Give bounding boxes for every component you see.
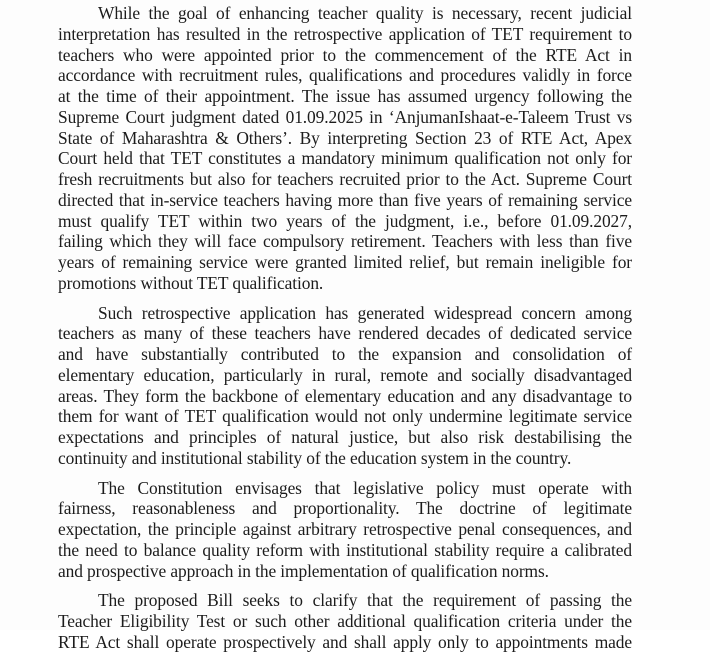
text-line: fresh recruitments but also for teachers recruited prior to the Act. Supreme Court xyxy=(58,169,632,189)
text-line: expectations and principles of natural justice, but also risk destabilising the xyxy=(58,427,632,447)
text-line: and prospective approach in the implementation of qualification norms. xyxy=(58,560,549,581)
text-line: continuity and institutional stability of the education system in the country. xyxy=(58,447,572,468)
paragraph-teacher-concern xyxy=(58,303,632,469)
text-line: accordance with recruitment rules, qualifications and procedures validly in force xyxy=(58,65,632,86)
text-line: and have substantially contributed to the expansion and consolidation of xyxy=(58,344,632,364)
text-line: directed that in-service teachers having more than five years of remaining service xyxy=(58,189,632,210)
text-line: Such retrospective application has generated widespread concern among xyxy=(98,302,632,323)
text-line: teachers who were appointed prior to the commencement of the RTE Act in xyxy=(58,44,632,65)
text-line: promotions without TET qualification. xyxy=(58,272,324,293)
text-line: elementary education, particularly in rural, remote and socially disadvantaged xyxy=(58,364,632,385)
text-line: State of Maharashtra & Others’. By interpreting Section 23 of RTE Act, Apex xyxy=(58,127,632,148)
text-line: The Constitution envisages that legislative policy must operate with xyxy=(98,477,632,498)
text-line: Court held that TET constitutes a mandatory minimum qualification not only for xyxy=(58,148,632,169)
text-line: failing which they will face compulsory retirement. Teachers with less than five xyxy=(58,231,632,252)
paragraph-tet-judicial-interpretation xyxy=(58,3,632,294)
text-line: expectation, the principle against arbitrary retrospective penal consequences, and xyxy=(58,519,632,539)
text-line: them for want of TET qualification would not only undermine legitimate service xyxy=(58,406,632,427)
text-line: years of remaining service were granted limited relief, but remain ineligible for xyxy=(58,252,632,272)
text-line: at the time of their appointment. The issue has assumed urgency following the xyxy=(58,86,632,106)
text-line: areas. They form the backbone of elementary education and any disadvantage to xyxy=(58,385,632,406)
text-line: must qualify TET within two years of the judgment, i.e., before 01.09.2027, xyxy=(58,210,632,231)
paragraph-proposed-bill xyxy=(58,590,632,652)
text-line: the need to balance quality reform with institutional stability require a calibrated xyxy=(58,539,632,560)
text-line: RTE Act shall operate prospectively and shall apply only to appointments made xyxy=(58,631,632,652)
text-line: fairness, reasonableness and proportionality. The doctrine of legitimate xyxy=(58,498,632,519)
text-line: teachers as many of these teachers have rendered decades of dedicated service xyxy=(58,323,632,344)
paragraph-constitution-principles xyxy=(58,478,632,582)
document-body xyxy=(58,3,632,662)
text-line: While the goal of enhancing teacher quality is necessary, recent judicial xyxy=(98,3,632,23)
text-line: Teacher Eligibility Test or such other additional qualification criteria under the xyxy=(58,611,632,631)
text-line: interpretation has resulted in the retrospective application of TET requirement to xyxy=(58,23,632,44)
text-line: Supreme Court judgment dated 01.09.2025 in ‘AnjumanIshaat-e-Taleem Trust vs xyxy=(58,106,632,127)
text-line: The proposed Bill seeks to clarify that the requirement of passing the xyxy=(98,590,632,611)
